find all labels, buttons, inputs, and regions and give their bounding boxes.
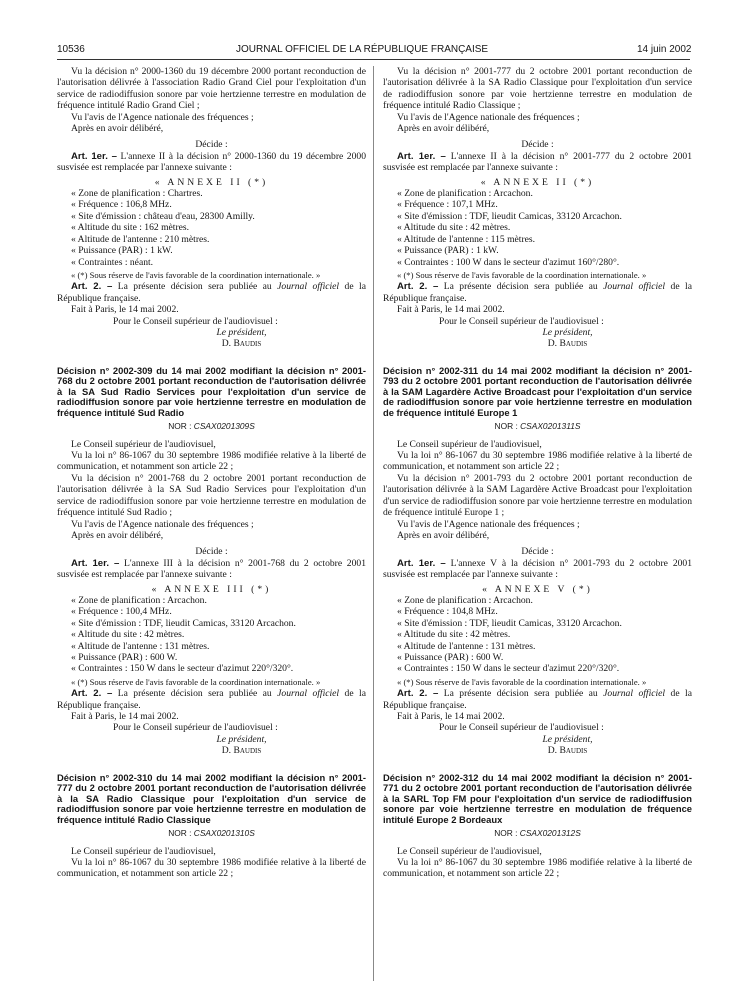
page-number: 10536 [57, 44, 85, 55]
article-text: L'annexe II à la décision n° 2001-777 du 2 octobre 2001 susvisée est remplacée par l'annexe suivante : [383, 150, 692, 174]
president-label: Le président, [542, 733, 593, 745]
annexe-item: « Site d'émission : château d'eau, 28300 Amilly. [71, 210, 255, 222]
article-text: L'annexe III à la décision n° 2001-768 du 2 octobre 2001 susvisée est remplacée par l'annexe suivante : [57, 557, 366, 581]
annexe-item: « Zone de planification : Arcachon. [71, 594, 207, 606]
nor-label: NOR : [168, 421, 194, 432]
signatory-title [57, 734, 366, 745]
nor-reference [383, 828, 692, 839]
header-rule [57, 59, 690, 60]
signatory-body: Pour le Conseil supérieur de l'audiovisuel : [113, 722, 278, 734]
decide-label: Décide : [195, 139, 228, 151]
article-text: La présente décision sera publiée au [438, 688, 604, 700]
nor-label: NOR : [494, 421, 521, 432]
president-label: Le président, [216, 326, 267, 338]
annexe-item: « Altitude de l'antenne : 210 mètres. [71, 233, 210, 245]
annexe-list [57, 595, 366, 675]
left-column [57, 66, 366, 880]
annexe-item: « Altitude du site : 42 mètres. [71, 629, 185, 641]
decision-section [383, 66, 692, 350]
signatory-title [383, 327, 692, 338]
annexe-item: « Altitude du site : 42 mètres. [397, 222, 511, 234]
footnote: « (*) Sous réserve de l'avis favorable de la coordination internationale. » [71, 676, 321, 687]
article-text: de la République française. [57, 688, 366, 711]
article-1 [383, 558, 692, 581]
paragraph: Vu la loi n° 86-1067 du 30 septembre 1986 modifiée relative à la liberté de communication, et notamment son article 22 ; [383, 450, 692, 473]
decision-title: Décision n° 2002-312 du 14 mai 2002 modifiant la décision n° 2001-771 du 2 octobre 2001 portant reconduction de l'autorisation délivrée à la SARL Top FM pour l'exploitation d'un service de radiodiffusion sonore par voie hertzienne terrestre en modulation de fréquence intitulé Europe 2 Bordeaux [383, 771, 692, 825]
article-label: Art. 2. – [397, 281, 439, 293]
annexe-item: « Zone de planification : Arcachon. [397, 594, 533, 606]
article-2 [57, 688, 366, 711]
article-text: L'annexe V à la décision n° 2001-793 du 2 octobre 2001 susvisée est remplacée par l'annexe suivante : [383, 557, 693, 581]
annexe-item: « Zone de planification : Chartres. [71, 188, 203, 200]
annexe-item: « Fréquence : 104,8 MHz. [397, 606, 498, 618]
annexe-item: « Site d'émission : TDF, lieudit Camicas, 33120 Arcachon. [397, 210, 622, 222]
paragraph: Vu la loi n° 86-1067 du 30 septembre 1986 modifiée relative à la liberté de communication, et notamment son article 22 ; [383, 856, 692, 880]
decide-label: Décide : [195, 546, 228, 558]
article-text: de la République française. [383, 688, 692, 711]
journal-title: JOURNAL OFFICIEL DE LA RÉPUBLIQUE FRANÇAISE [236, 44, 489, 55]
footnote: « (*) Sous réserve de l'avis favorable de la coordination internationale. » [397, 269, 647, 280]
footnote: « (*) Sous réserve de l'avis favorable de la coordination internationale. » [397, 676, 647, 687]
article-text: La présente décision sera publiée au [112, 281, 278, 293]
article-label: Art. 2. – [71, 688, 113, 700]
annexe-item: « Site d'émission : TDF, lieudit Camicas, 33120 Arcachon. [71, 617, 296, 629]
article-1 [57, 151, 366, 174]
decision-title: Décision n° 2002-310 du 14 mai 2002 modifiant la décision n° 2001-777 du 2 octobre 2001 portant reconduction de l'autorisation délivrée à la SA Radio Classique pour l'exploitation d'un service de radiodiffusion sonore par voie hertzienne terrestre en modulation de fréquence intitulé Radio Classique [57, 771, 366, 825]
annexe-title: « ANNEXE II (*) [480, 176, 595, 188]
signatory-title [383, 734, 692, 745]
annexe-item: « Contraintes : 150 W dans le secteur d'azimut 220°/320°. [397, 663, 620, 675]
paragraph: Vu l'avis de l'Agence nationale des fréquences ; [71, 111, 254, 123]
paragraph: Après en avoir délibéré, [71, 123, 164, 135]
nor-code: CSAX0201310S [193, 828, 255, 839]
paragraph: Vu l'avis de l'Agence nationale des fréquences ; [71, 518, 254, 530]
annexe-item: « Altitude de l'antenne : 115 mètres. [397, 233, 536, 245]
decision-section [383, 773, 692, 880]
annexe-list [383, 595, 692, 675]
paragraph: Vu la décision n° 2000-1360 du 19 décembre 2000 portant reconduction de l'autorisation délivrée à l'association Radio Grand Ciel pour l'exploitation d'un service de radiodiffusion sonore par voie hertzienne terrestre en modulation de fréquence intitulé Radio Grand Ciel ; [57, 66, 366, 112]
decision-section [57, 773, 366, 880]
nor-code: CSAX0201311S [520, 421, 581, 432]
paragraph: Après en avoir délibéré, [397, 123, 490, 135]
paragraph: Le Conseil supérieur de l'audiovisuel, [71, 438, 216, 450]
annexe-title: « ANNEXE V (*) [482, 583, 593, 595]
annexe-list [383, 188, 692, 268]
paragraph: Vu l'avis de l'Agence nationale des fréquences ; [397, 518, 580, 530]
journal-ref: Journal officiel [277, 281, 340, 293]
annexe-item: « Altitude de l'antenne : 131 mètres. [397, 640, 536, 652]
article-2 [383, 281, 692, 304]
decide-label: Décide : [521, 139, 554, 151]
nor-label: NOR : [168, 828, 194, 839]
signatory-name: D. Baudis [547, 338, 588, 350]
article-2 [383, 688, 692, 711]
article-label: Art. 1er. – [71, 150, 117, 162]
annexe-item: « Fréquence : 107,1 MHz. [397, 199, 498, 211]
paragraph: Le Conseil supérieur de l'audiovisuel, [397, 845, 542, 857]
journal-ref: Journal officiel [603, 688, 666, 700]
signatory-title [57, 327, 366, 338]
paragraph: Après en avoir délibéré, [397, 529, 490, 541]
article-label: Art. 2. – [71, 281, 113, 293]
decide-label: Décide : [521, 546, 554, 558]
place-date: Fait à Paris, le 14 mai 2002. [71, 711, 179, 722]
paragraph: Vu la décision n° 2001-768 du 2 octobre 2001 portant reconduction de l'autorisation délivrée à la SA Sud Radio Services pour l'exploitation d'un service de radiodiffusion sonore par voie hertzienne terrestre en modulation de fréquence intitulé Sud Radio ; [57, 472, 366, 519]
annexe-title: « ANNEXE III (*) [151, 583, 272, 595]
issue-date: 14 juin 2002 [637, 44, 692, 55]
article-1 [57, 558, 366, 581]
place-date: Fait à Paris, le 14 mai 2002. [71, 304, 179, 316]
place-date: Fait à Paris, le 14 mai 2002. [397, 304, 505, 316]
annexe-item: « Altitude de l'antenne : 131 mètres. [71, 640, 210, 652]
annexe-title: « ANNEXE II (*) [154, 176, 269, 188]
paragraph: Après en avoir délibéré, [71, 529, 164, 541]
paragraph: Vu la décision n° 2001-777 du 2 octobre 2001 portant reconduction de l'autorisation délivrée à la SA Radio Classique pour l'exploitation d'un service de radiodiffusion sonore par voie hertzienne terrestre en modulation de fréquence intitulé Radio Classique ; [383, 66, 692, 112]
signatory-body: Pour le Conseil supérieur de l'audiovisuel : [439, 315, 604, 327]
nor-code: CSAX0201312S [519, 828, 581, 839]
nor-reference [57, 421, 366, 432]
nor-reference [57, 828, 366, 839]
annexe-item: « Site d'émission : TDF, lieudit Camicas, 33120 Arcachon. [397, 617, 622, 629]
annexe-list [57, 188, 366, 268]
place-date: Fait à Paris, le 14 mai 2002. [397, 711, 505, 722]
decision-section [57, 366, 366, 757]
article-label: Art. 2. – [397, 688, 439, 700]
article-1 [383, 151, 692, 174]
signatory-body: Pour le Conseil supérieur de l'audiovisuel : [439, 722, 604, 734]
annexe-item: « Altitude du site : 42 mètres. [397, 629, 511, 641]
decision-section [383, 366, 692, 757]
signatory-name: D. Baudis [221, 745, 262, 757]
annexe-item: « Puissance (PAR) : 600 W. [71, 651, 178, 663]
article-label: Art. 1er. – [397, 150, 446, 162]
article-label: Art. 1er. – [397, 557, 446, 569]
article-2 [57, 281, 366, 304]
paragraph: Le Conseil supérieur de l'audiovisuel, [71, 845, 216, 857]
footnote: « (*) Sous réserve de l'avis favorable de la coordination internationale. » [71, 269, 321, 280]
annexe-item: « Altitude du site : 162 mètres. [71, 222, 190, 234]
decision-title: Décision n° 2002-311 du 14 mai 2002 modifiant la décision n° 2001-793 du 2 octobre 2001 portant reconduction de l'autorisation délivrée à la SAM Lagardère Active Broadcast pour l'exploitation d'un service de radiodiffusion sonore par voie hertzienne terrestre en modulation de fréquence intitulé Europe 1 [383, 364, 692, 418]
article-text: L'annexe II à la décision n° 2000-1360 du 19 décembre 2000 susvisée est remplacée par l'annexe suivante : [57, 150, 366, 174]
annexe-item: « Zone de planification : Arcachon. [397, 188, 533, 200]
annexe-item: « Fréquence : 106,8 MHz. [71, 199, 172, 211]
article-text: de la République française. [383, 281, 692, 304]
annexe-item: « Puissance (PAR) : 1 kW. [397, 245, 499, 257]
article-label: Art. 1er. – [71, 557, 120, 569]
right-column [383, 66, 692, 880]
signatory-name: D. Baudis [547, 745, 588, 757]
annexe-item: « Fréquence : 100,4 MHz. [71, 606, 172, 618]
president-label: Le président, [216, 733, 267, 745]
decision-title: Décision n° 2002-309 du 14 mai 2002 modifiant la décision n° 2001-768 du 2 octobre 2001 portant reconduction de l'autorisation délivrée à la SA Sud Radio Services pour l'exploitation d'un service de radiodiffusion sonore par voie hertzienne terrestre en modulation de fréquence intitulé Sud Radio [57, 364, 366, 418]
decision-section [57, 66, 366, 350]
annexe-item: « Puissance (PAR) : 1 kW. [71, 245, 173, 257]
article-text: de la République française. [57, 281, 366, 304]
nor-label: NOR : [494, 828, 520, 839]
column-divider [373, 66, 374, 981]
nor-code: CSAX0201309S [193, 421, 255, 432]
annexe-item: « Puissance (PAR) : 600 W. [397, 651, 504, 663]
paragraph: Vu l'avis de l'Agence nationale des fréquences ; [397, 111, 580, 123]
article-text: La présente décision sera publiée au [438, 281, 604, 293]
annexe-item: « Contraintes : néant. [71, 256, 154, 268]
paragraph: Vu la décision n° 2001-793 du 2 octobre 2001 portant reconduction de l'autorisation délivrée à la SAM Lagardère Active Broadcast pour l'exploitation d'un service de radiodiffusion sonore par voie hertzienne terrestre en modulation de fréquence intitulé Europe 1 ; [383, 472, 692, 519]
annexe-item: « Contraintes : 150 W dans le secteur d'azimut 220°/320°. [71, 663, 294, 675]
paragraph: Vu la loi n° 86-1067 du 30 septembre 1986 modifiée relative à la liberté de communication, et notamment son article 22 ; [57, 856, 366, 880]
president-label: Le président, [542, 326, 593, 338]
signatory-name: D. Baudis [221, 338, 262, 350]
signatory-body: Pour le Conseil supérieur de l'audiovisuel : [113, 315, 278, 327]
annexe-item: « Contraintes : 100 W dans le secteur d'azimut 160°/280°. [397, 256, 620, 268]
nor-reference [383, 421, 692, 432]
journal-ref: Journal officiel [603, 281, 666, 293]
journal-ref: Journal officiel [277, 688, 340, 700]
article-text: La présente décision sera publiée au [112, 688, 278, 700]
paragraph: Le Conseil supérieur de l'audiovisuel, [397, 438, 542, 450]
paragraph: Vu la loi n° 86-1067 du 30 septembre 1986 modifiée relative à la liberté de communication, et notamment son article 22 ; [57, 450, 366, 473]
